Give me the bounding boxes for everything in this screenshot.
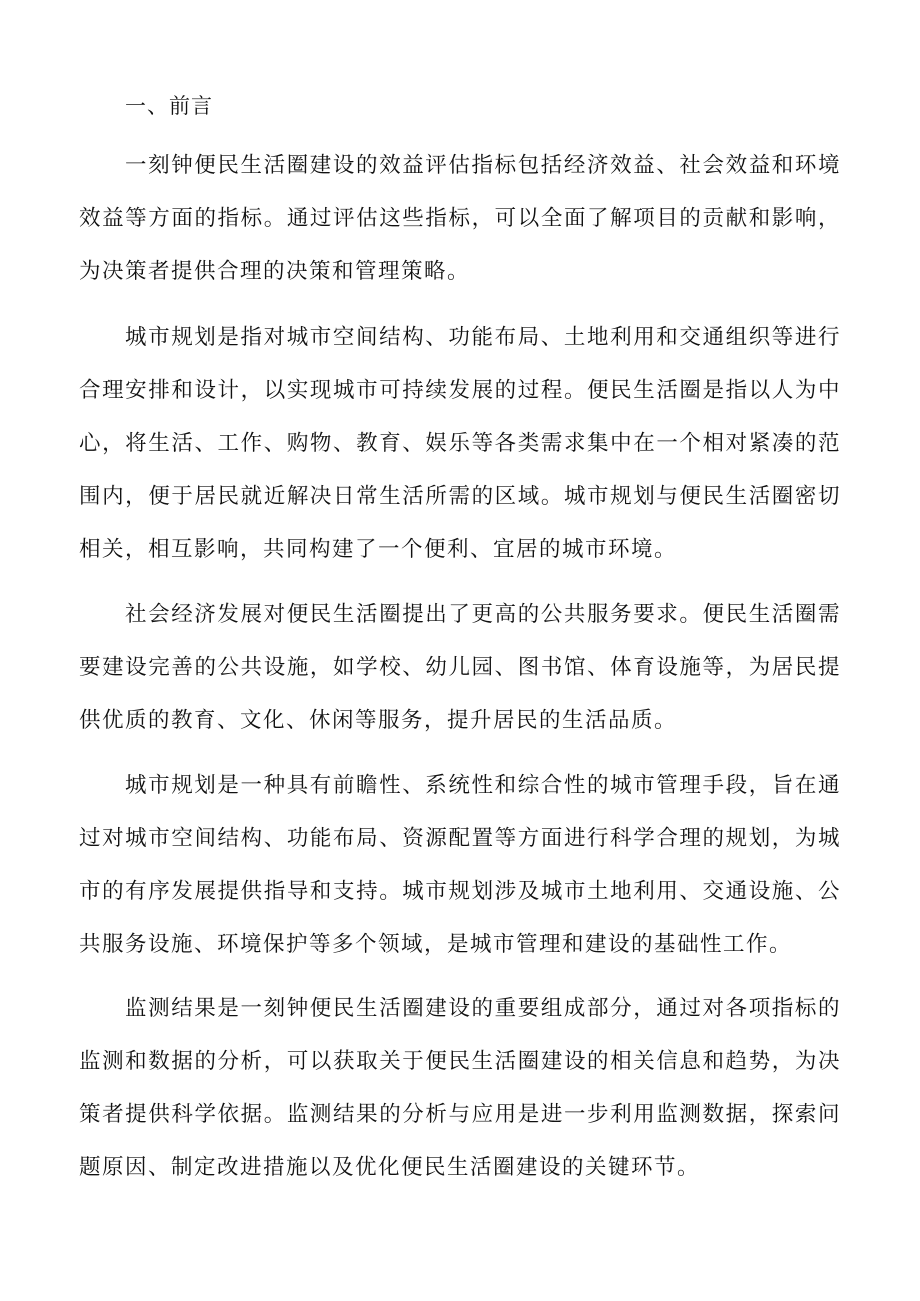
paragraph-urban-planning-definition: 城市规划是指对城市空间结构、功能布局、土地利用和交通组织等进行合理安排和设计，以实现城市可持续发展的过程。便民生活圈是指以人为中心，将生活、工作、购物、教育、娱乐等各类需求集中在一个相对紧凑的范围内，便于居民就近解决日常生活所需的区域。城市规划与便民生活圈密切相关，相互影响，共同构建了一个便利、宜居的城市环境。 (79, 325, 841, 562)
paragraph-benefit-evaluation: 一刻钟便民生活圈建设的效益评估指标包括经济效益、社会效益和环境效益等方面的指标。通过评估这些指标，可以全面了解项目的贡献和影响，为决策者提供合理的决策和管理策略。 (79, 153, 841, 284)
paragraph-urban-planning-means: 城市规划是一种具有前瞻性、系统性和综合性的城市管理手段，旨在通过对城市空间结构、功能布局、资源配置等方面进行科学合理的规划，为城市的有序发展提供指导和支持。城市规划涉及城市土地利用、交通设施、公共服务设施、环境保护等多个领域，是城市管理和建设的基础性工作。 (79, 773, 841, 957)
section-heading: 一、前言 (125, 94, 213, 118)
paragraph-public-service-requirements: 社会经济发展对便民生活圈提出了更高的公共服务要求。便民生活圈需要建设完善的公共设施，如学校、幼儿园、图书馆、体育设施等，为居民提供优质的教育、文化、休闲等服务，提升居民的生活品质。 (79, 602, 841, 733)
paragraph-monitoring-results: 监测结果是一刻钟便民生活圈建设的重要组成部分，通过对各项指标的监测和数据的分析，可以获取关于便民生活圈建设的相关信息和趋势，为决策者提供科学依据。监测结果的分析与应用是进一步利用监测数据，探索问题原因、制定改进措施以及优化便民生活圈建设的关键环节。 (79, 996, 841, 1180)
